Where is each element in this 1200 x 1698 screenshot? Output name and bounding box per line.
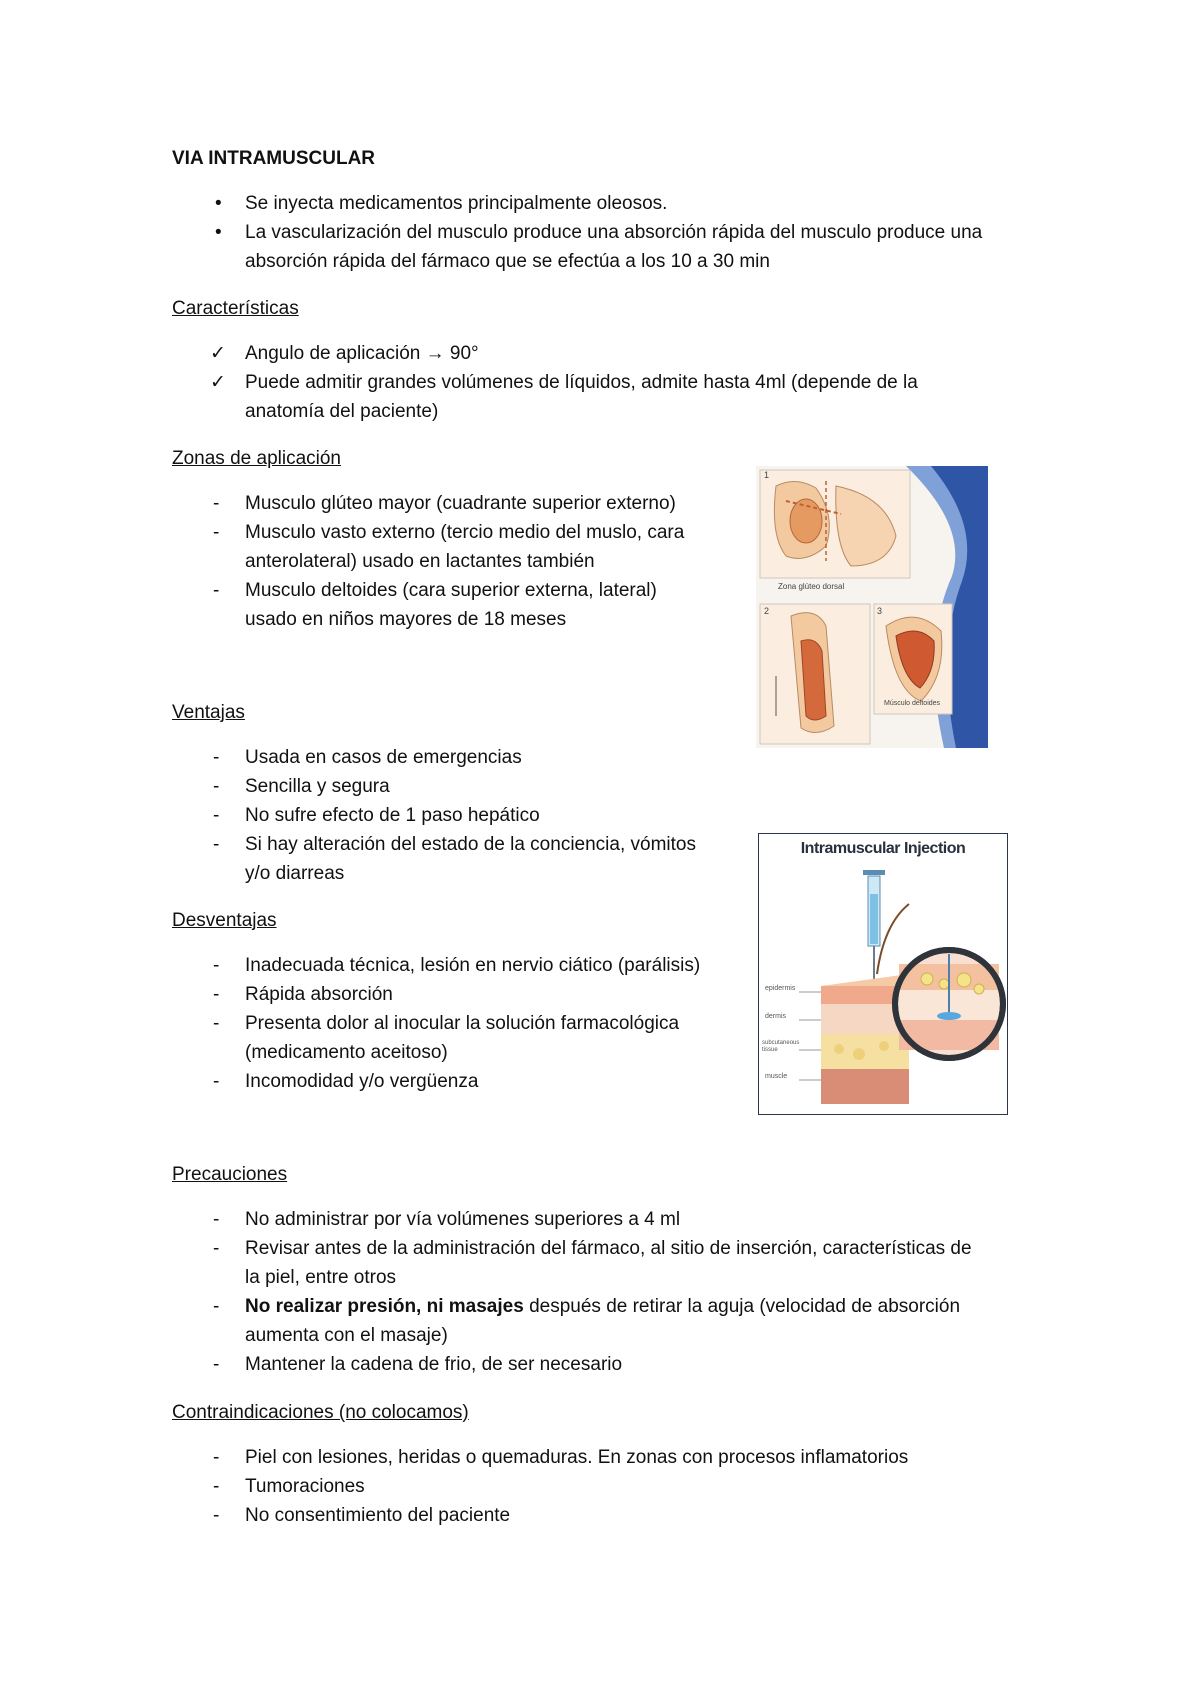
ventaja-line: Sencilla y segura [245,776,390,797]
dash-marker: - [213,1505,220,1526]
dash-marker: - [213,1209,220,1230]
contraindicacion-line: Tumoraciones [245,1476,365,1497]
dash-marker: - [213,580,220,601]
ventaja-line: Usada en casos de emergencias [245,747,522,768]
caracteristica-line: Puede admitir grandes volúmenes de líquidos, admite hasta 4ml (depende de la [245,372,918,393]
bold-phrase: No realizar presión, ni masajes [245,1296,524,1317]
figure-caption: Zona glúteo dorsal [778,582,845,591]
desventaja-line: Inadecuada técnica, lesión en nervio ciático (parálisis) [245,955,701,976]
zona-line: Musculo glúteo mayor (cuadrante superior externo) [245,493,676,514]
desventaja-line: Presenta dolor al inocular la solución farmacológica [245,1013,680,1034]
figure-title: Intramuscular Injection [800,840,966,857]
desventaja-line: Rápida absorción [245,984,393,1005]
section-heading-zonas: Zonas de aplicación [172,448,341,469]
precaucion-line-rest: después de retirar la aguja (velocidad de absorción [529,1296,961,1317]
desventaja-line: (medicamento aceitoso) [245,1042,448,1063]
dash-marker: - [213,1071,220,1092]
injection-zones-figure [756,466,988,748]
intramuscular-injection-figure [758,833,1008,1115]
zona-line: anterolateral) usado en lactantes también [245,551,595,572]
precaucion-line: Mantener la cadena de frio, de ser necesario [245,1354,623,1375]
zona-line: usado en niños mayores de 18 meses [245,609,567,630]
layer-label: dermis [765,1013,787,1020]
contraindicacion-line: Piel con lesiones, heridas o quemaduras. En zonas con procesos inflamatorios [245,1447,909,1468]
figure-label: 1 [764,470,770,480]
ventaja-line: y/o diarreas [245,863,345,884]
section-heading-contraindicaciones: Contraindicaciones (no colocamos) [172,1402,469,1423]
dash-marker: - [213,776,220,797]
layer-label: muscle [765,1073,788,1080]
precaucion-line: No administrar por vía volúmenes superiores a 4 ml [245,1209,681,1230]
check-marker: ✓ [210,343,226,364]
caracteristica-line: Angulo de aplicación → 90° [245,343,479,364]
dash-marker: - [213,1238,220,1259]
layer-label: subcutaneous tissue [762,1040,800,1053]
intro-line-1: Se inyecta medicamentos principalmente oleosos. [245,193,668,214]
section-heading-caracteristicas: Características [172,298,299,319]
check-marker: ✓ [210,372,226,393]
dash-marker: - [213,1013,220,1034]
contraindicacion-line: No consentimiento del paciente [245,1505,511,1526]
dash-marker: - [213,805,220,826]
precaucion-line: la piel, entre otros [245,1267,397,1288]
section-heading-ventajas: Ventajas [172,702,245,723]
precaucion-line: Revisar antes de la administración del fármaco, al sitio de inserción, características de [245,1238,972,1259]
dash-marker: - [213,955,220,976]
figure-label: 3 [877,606,883,616]
ventaja-line: No sufre efecto de 1 paso hepático [245,805,540,826]
section-heading-precauciones: Precauciones [172,1164,288,1185]
dash-marker: - [213,1476,220,1497]
intro-line-3: absorción rápida del fármaco que se efectúa a los 10 a 30 min [245,251,770,272]
injection-zones-illustration [756,466,988,748]
dash-marker: - [213,522,220,543]
page-title: VIA INTRAMUSCULAR [172,148,376,169]
dash-marker: - [213,493,220,514]
dash-marker: - [213,1354,220,1375]
intro-line-2: La vascularización del musculo produce una absorción rápida del musculo produce una [245,222,983,243]
bullet-marker: • [215,222,222,243]
dash-marker: - [213,747,220,768]
zona-line: Musculo deltoides (cara superior externa, lateral) [245,580,657,601]
layer-label: epidermis [765,985,796,992]
caracteristica-line: anatomía del paciente) [245,401,439,422]
figure-caption: Músculo deltoides [884,700,941,707]
ventaja-line: Si hay alteración del estado de la conciencia, vómitos [245,834,696,855]
precaucion-line-with-bold [245,1292,960,1321]
precaucion-line: aumenta con el masaje) [245,1325,448,1346]
dash-marker: - [213,834,220,855]
section-heading-desventajas: Desventajas [172,910,277,931]
dash-marker: - [213,1447,220,1468]
dash-marker: - [213,1296,220,1317]
injection-diagram [759,834,1007,1114]
desventaja-line: Incomodidad y/o vergüenza [245,1071,479,1092]
figure-label: 2 [764,606,770,616]
bullet-marker: • [215,193,222,214]
dash-marker: - [213,984,220,1005]
zona-line: Musculo vasto externo (tercio medio del muslo, cara [245,522,685,543]
